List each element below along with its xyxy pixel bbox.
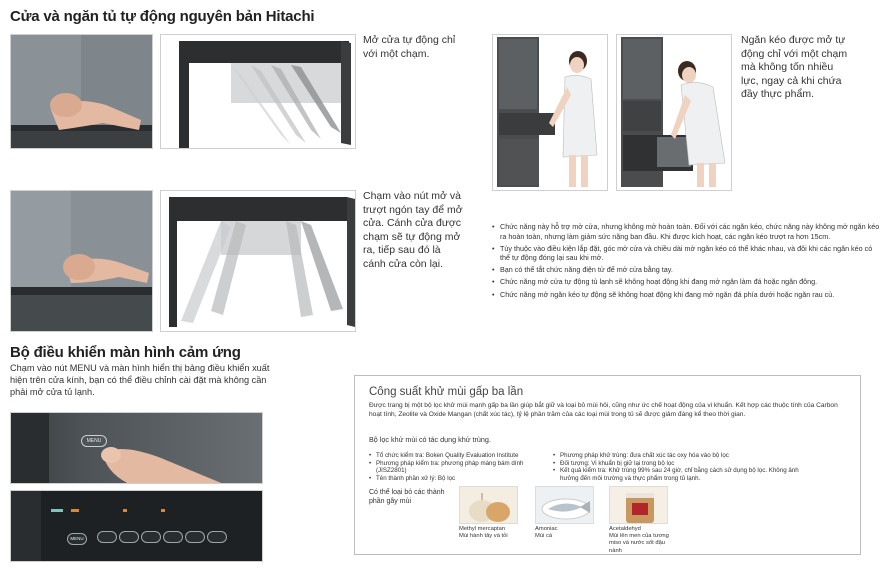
panel-button	[119, 531, 139, 543]
odor-caption-1	[459, 526, 529, 540]
caption-slide-door: Chạm vào nút mở và trượt ngón tay để mở cửa. Cánh cửa được chạm sẽ tự động mở ra, tiếp sau đó là cánh cửa còn lại.	[363, 190, 463, 270]
fish-icon	[536, 487, 594, 524]
menu-button-glass: MENU	[81, 435, 107, 447]
test-info-item: • Phương pháp kiểm tra: phương pháp màng bám dính (JISZ2801)	[369, 460, 549, 475]
panel-button	[185, 531, 205, 543]
odor-heading: Có thể loại bỏ các thành phần gây mùi	[369, 489, 445, 505]
finger-slide-illustration	[11, 191, 153, 332]
both-doors-illustration	[161, 191, 356, 332]
woman-drawer-illustration-1	[493, 35, 608, 191]
test-info-item: • Tên thành phần xử lý: Bộ lọc	[369, 475, 549, 483]
photo-hand-on-door	[10, 34, 153, 149]
photo-menu-touch	[10, 412, 263, 484]
filter-note: Bộ lọc khử mùi có tác dụng khử trùng.	[369, 435, 491, 444]
garlic-onion-icon	[460, 487, 518, 524]
photo-both-doors-opening	[160, 190, 356, 332]
test-info-item: • Đối tượng: Vi khuẩn bị giữ lại trong bộ lọc	[553, 460, 813, 468]
drawer-notes-list	[492, 222, 884, 302]
caption-touch-panel: Chạm vào nút MENU và màn hình hiển thị bảng điều khiển xuất hiện trên cửa kính, bạn có thể điều chỉnh cài đặt mà không cần phải mở cửa tủ lạnh.	[10, 363, 270, 397]
odor-garlic-image	[459, 486, 518, 524]
photo-woman-drawer-1	[492, 34, 608, 191]
miso-jar-icon	[610, 487, 668, 524]
section-title-touch-panel: Bộ điều khiển màn hình cảm ứng	[10, 344, 241, 361]
panel-button	[141, 531, 161, 543]
odor-desc: Mùi lên men của tương miso và nước sốt đậu nành	[609, 533, 669, 554]
woman-drawer-illustration-2	[617, 35, 732, 191]
odor-fish-image	[535, 486, 594, 524]
drawer-note: • Tùy thuộc vào điều kiện lắp đặt, góc mở cửa và chiều dài mở ngăn kéo có thể khác nhau, và đôi khi các ngăn kéo có thể tự động đóng lại sau khi mở.	[492, 244, 884, 263]
odor-name: Acetaldehyd	[609, 526, 641, 532]
test-info-left	[369, 452, 549, 482]
drawer-note: • Chức năng mở ngăn kéo tự động sẽ không hoạt động khi đang mở ngăn đá phía dưới hoặc ngăn rau củ.	[492, 290, 884, 300]
odor-caption-2	[535, 526, 605, 540]
test-info-item: • Kết quả kiểm tra: Khử trùng 99% sau 24 giờ, chỉ bằng cách sử dụng bộ lọc. Không ảnh hưởng đến môi trường và thực phẩm trong tủ lạnh.	[553, 467, 813, 482]
odor-name: Methyl mercaptan	[459, 526, 506, 532]
panel-indicator-row	[51, 509, 251, 512]
photo-woman-drawer-2	[616, 34, 732, 191]
photo-door-opening	[160, 34, 356, 149]
odor-name: Amoniac	[535, 526, 558, 532]
drawer-note: • Chức năng mở cửa tự động tủ lạnh sẽ không hoạt động khi đang mở ngăn làm đá hoặc ngăn đông.	[492, 277, 884, 287]
test-info-item: • Tổ chức kiểm tra: Boken Quality Evaluation Institute	[369, 452, 549, 460]
caption-auto-door: Mở cửa tự động chỉ với một chạm.	[363, 34, 456, 60]
odor-desc: Mùi hành tây và tỏi	[459, 533, 508, 540]
deodorizer-title: Công suất khử mùi gấp ba lần	[369, 386, 524, 398]
panel-button	[163, 531, 183, 543]
test-info-right	[553, 452, 813, 482]
test-info-item: • Phương pháp khử trùng: đưa chất xúc tác oxy hóa vào bộ lọc	[553, 452, 813, 460]
panel-menu-button: MENU	[67, 533, 87, 545]
odor-miso-image	[609, 486, 668, 524]
odor-caption-3	[609, 526, 669, 555]
deodorizer-intro: Được trang bị một bộ lọc khử mùi mạnh gấp ba lần giúp bắt giữ và loại bỏ mùi hôi, cũng như ức chế hoạt động của vi khuẩn. Kết hợp các thuộc tính của Carbon hoạt tính, Zeolite và Oxide Mangan (chất xúc tác), tỷ lệ phần trăm của các loại mùi trong tủ sẽ được giảm đáng kể theo thời gian.	[369, 402, 838, 418]
drawer-note: • Chức năng này hỗ trợ mở cửa, nhưng không mở hoàn toàn. Đối với các ngăn kéo, chức năng này không mở ngăn kéo ra hoàn toàn, nhưng làm giảm sức nặng ban đầu. Khi được kích hoạt, các ngăn kéo trượt ra hơn 15cm.	[492, 222, 884, 241]
drawer-note: • Bạn có thể tắt chức năng điện tử để mở cửa bằng tay.	[492, 265, 884, 275]
door-opening-illustration	[161, 35, 356, 149]
hand-door-illustration	[11, 35, 153, 149]
odor-desc: Mùi cá	[535, 533, 553, 540]
section-title-auto-door: Cửa và ngăn tủ tự động nguyên bản Hitachi	[10, 8, 315, 25]
photo-finger-slide	[10, 190, 153, 332]
finger-illustration	[11, 413, 263, 484]
deodorizer-box	[354, 375, 861, 555]
panel-button	[97, 531, 117, 543]
photo-control-panel	[10, 490, 263, 562]
caption-auto-drawer: Ngăn kéo được mở tự động chỉ với một chạm mà không tốn nhiều lực, ngay cả khi chứa đầy thực phẩm.	[741, 34, 848, 100]
panel-button	[207, 531, 227, 543]
